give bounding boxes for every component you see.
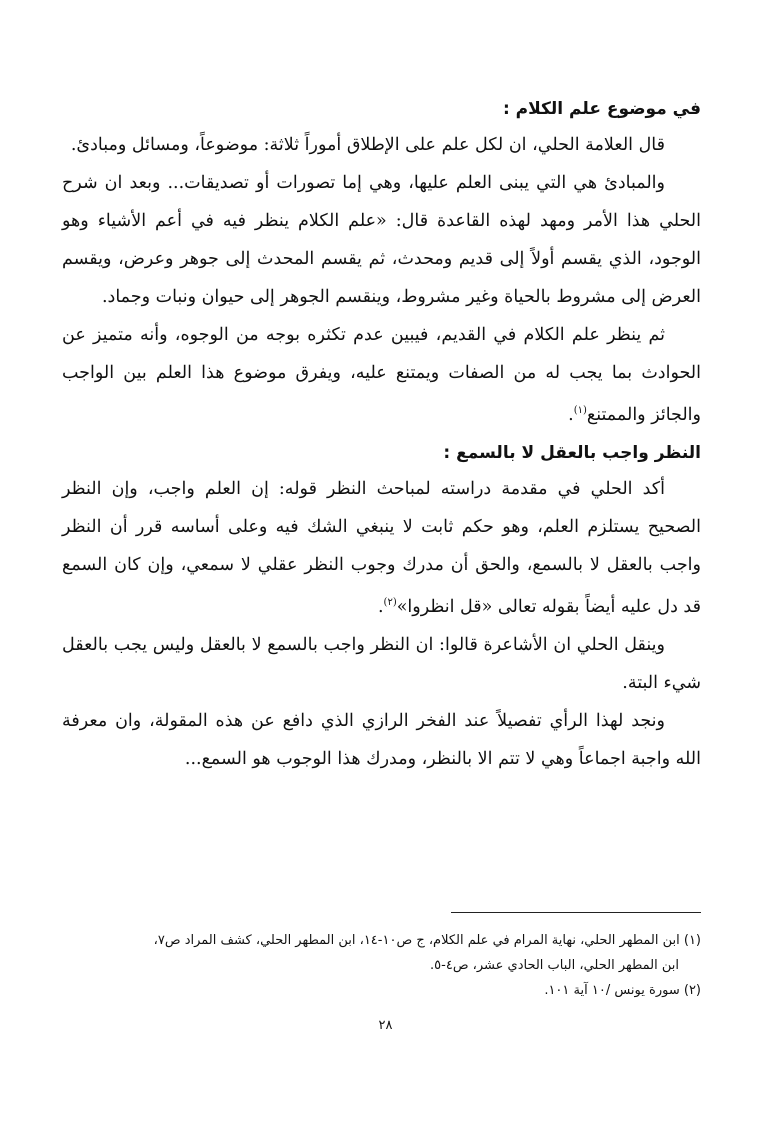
footnote-1-line-1: ابن المطهر الحلي، نهاية المرام في علم الكلام، ج ص١٠-١٤، ابن المطهر الحلي، كشف المراد ص٧، <box>153 933 680 948</box>
footnote-1-marker: (١) <box>683 933 701 948</box>
section-heading-reason-vs-hearing: النظر واجب بالعقل لا بالسمع : <box>443 442 701 463</box>
section-heading-kalam-subject: في موضوع علم الكلام : <box>502 99 701 119</box>
footnote-2-marker: (٢) <box>683 983 701 998</box>
footnote-1-line-2: ابن المطهر الحلي، الباب الحادي عشر، ص٤-٥. <box>430 958 679 973</box>
footnote-divider <box>451 912 701 913</box>
paragraph-5: وينقل الحلي ان الأشاعرة قالوا: ان النظر واجب بالسمع لا بالعقل وليس يجب بالعقل شيء البتة. <box>62 634 701 693</box>
paragraph-4-text: أكد الحلي في مقدمة دراسته لمباحث النظر قوله: إن العلم واجب، وإن النظر الصحيح يستلزم العلم، وهو حكم ثابت لا ينبغي الشك فيه وعلى أساسه قرر أن النظر واجب بالعقل لا بالسمع، والحق أن مدرك وجوب النظر عقلي لا سمعي، وإن كان السمع قد دل عليه أيضاً بقوله تعالى «قل انظروا» <box>62 478 701 617</box>
paragraph-3-end: . <box>568 404 574 425</box>
footnote-1 <box>62 928 701 978</box>
footnote-2-line-1: سورة يونس /١٠ آية ١٠١. <box>544 983 680 998</box>
paragraph-4-end: . <box>377 596 384 617</box>
paragraph-1: قال العلامة الحلي، ان لكل علم على الإطلاق أموراً ثلاثة: موضوعاً، ومسائل ومبادئ. <box>70 135 665 155</box>
paragraph-6: ونجد لهذا الرأي تفصيلاً عند الفخر الرازي الذي دافع عن هذه المقولة، وان معرفة الله واجبة اجماعاً وهي لا تتم الا بالنظر، ومدرك هذا الوجوب هو السمع... <box>62 710 701 769</box>
paragraph-3 <box>62 316 701 434</box>
paragraph-3-text: ثم ينظر علم الكلام في القديم، فيبين عدم تكثره بوجه من الوجوه، وأنه متميز عن الحوادث بما يجب له من الصفات ويمتنع عليه، ويفرق موضوع هذا العلم بين الواجب والجائز والممتنع <box>62 325 701 425</box>
footnote-2 <box>62 978 701 1003</box>
paragraph-2: والمبادئ هي التي يبنى العلم عليها، وهي إما تصورات أو تصديقات... وبعد ان شرح الحلي هذا الأمر ومهد لهذه القاعدة قال: «علم الكلام ينظر فيه في أعم الأشياء وهو الوجود، الذي يقسم أولاً إلى قديم ومحدث، ثم يقسم المحدث إلى جوهر وعرض، ويقسم العرض إلى مشروط بالحياة وغير مشروط، وينقسم الجوهر إلى حيوان ونبات وجماد. <box>62 173 701 307</box>
footnote-ref-2[interactable]: (٢) <box>383 596 397 608</box>
paragraph-4 <box>62 470 701 626</box>
footnote-ref-1[interactable]: (١) <box>573 405 587 416</box>
footnotes-section <box>62 928 701 1003</box>
page-number: ٢٨ <box>378 1018 393 1033</box>
